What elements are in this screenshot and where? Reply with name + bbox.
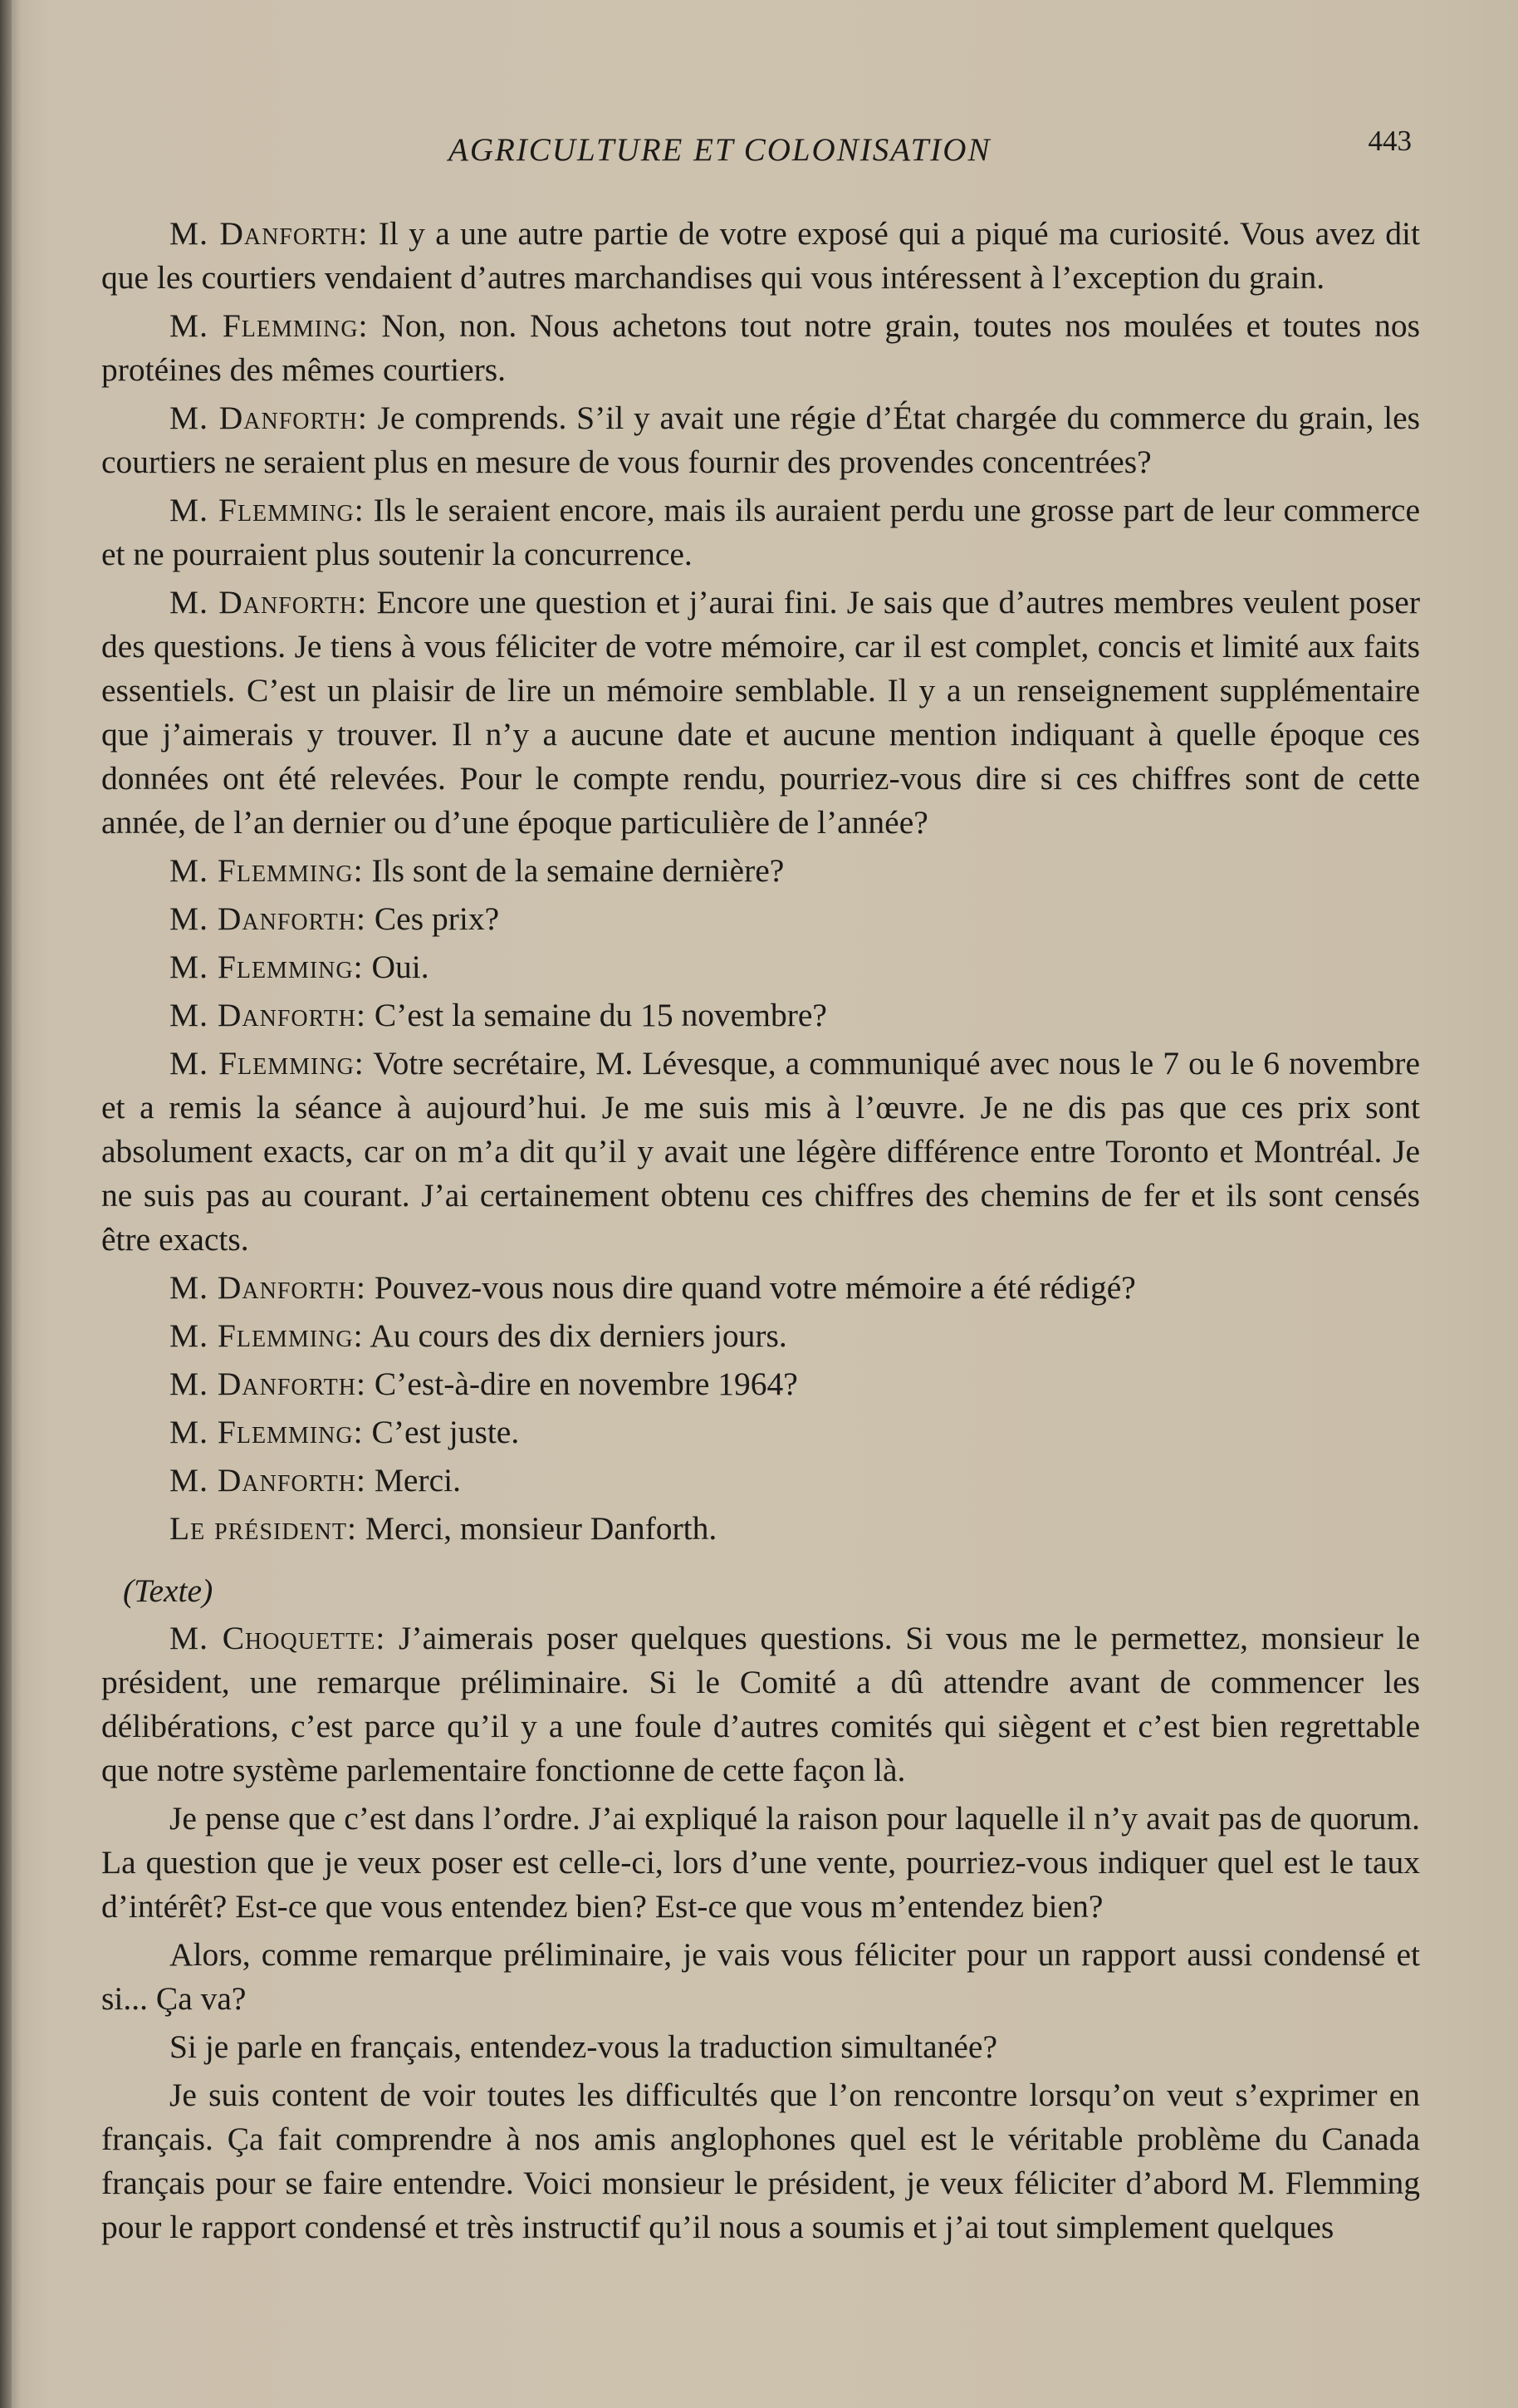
paragraph [101,945,1420,989]
speaker-name: M. Danforth: [169,997,366,1033]
section-label: (Texte) [123,1572,213,1609]
speaker-name: M. Flemming: [169,1045,365,1081]
paragraph [101,488,1420,576]
speaker-name: M. Flemming: [169,949,364,985]
paragraph-text: Encore une question et j’aurai fini. Je sais que d’autres membres veulent poser des questions. Je tiens à vous féliciter de votre mémoire, car il est complet, concis et limité aux faits essentiels. C’est un plaisir de lire un mémoire semblable. Il y a un renseignement supplémentaire que j’aimerais y trouver. Il n’y a aucune date et aucune mention indiquant à quelle époque ces données ont été relevées. Pour le compte rendu, pourriez-vous dire si ces chiffres sont de cette année, de l’an dernier ou d’une époque particulière de l’année? [101,584,1420,841]
paragraph [101,1797,1420,1929]
paragraph [101,212,1420,300]
paragraph-text: Je suis content de voir toutes les difficultés que l’on rencontre lorsqu’on veut s’exprimer en français. Ça fait comprendre à nos amis anglophones quel est le véritable problème du Canada français pour se faire entendre. Voici monsieur le président, je veux féliciter d’abord M. Flemming pour le rapport condensé et très instructif qu’il nous a soumis et j’ai tout simplement quelques [101,2077,1420,2245]
paragraph [101,849,1420,893]
paragraph-text: Ils sont de la semaine dernière? [363,852,785,889]
paragraph-text: Je comprends. S’il y avait une régie d’État chargée du commerce du grain, les courtiers ne seraient plus en mesure de vous fournir des provendes concentrées? [101,400,1420,480]
paragraph [101,1314,1420,1358]
speaker-name: M. Danforth: [169,215,369,252]
book-gutter [0,0,12,2408]
paragraph [101,1933,1420,2021]
paragraph-text: Ils le seraient encore, mais ils auraient perdu une grosse part de leur commerce et ne pourraient plus soutenir la concurrence. [101,492,1420,572]
paragraph-text: Non, non. Nous achetons tout notre grain, toutes nos moulées et toutes nos protéines des mêmes courtiers. [101,307,1420,388]
paragraph [101,1266,1420,1310]
page-number: 443 [1368,125,1412,157]
paragraph-text: Alors, comme remarque préliminaire, je vais vous féliciter pour un rapport aussi condensé et si... Ça va? [101,1936,1420,2017]
speaker-name: M. Flemming: [169,307,369,344]
paragraph-text: Votre secrétaire, M. Lévesque, a communiqué avec nous le 7 ou le 6 novembre et a remis la séance à aujourd’hui. Je me suis mis à l’œuvre. Je ne dis pas que ces prix sont absolument exacts, car on m’a dit qu’il y avait une légère différence entre Toronto et Montréal. Je ne suis pas au courant. J’ai certainement obtenu ces chiffres des chemins de fer et ils sont censés être exacts. [101,1045,1420,1258]
paragraph [101,993,1420,1037]
paragraph [101,396,1420,484]
paragraph-text: Merci, monsieur Danforth. [356,1510,717,1547]
paragraph [101,2073,1420,2249]
paragraph-text: C’est juste. [363,1414,520,1450]
running-title: AGRICULTURE ET COLONISATION [448,132,992,168]
paragraph [101,581,1420,845]
speaker-name: M. Flemming: [169,1414,364,1450]
paragraph-text: Il y a une autre partie de votre exposé qui a piqué ma curiosité. Vous avez dit que les courtiers vendaient d’autres marchandises qui vous intéressent à l’exception du grain. [101,215,1420,296]
paragraph [101,1616,1420,1793]
paragraph-text: C’est-à-dire en novembre 1964? [365,1366,798,1402]
speaker-name: M. Danforth: [169,1269,366,1306]
paragraph-text: Pouvez-vous nous dire quand votre mémoire a été rédigé? [365,1269,1136,1306]
paragraph-text: Ces prix? [365,900,500,937]
speaker-name: Le président: [169,1510,357,1547]
paragraph-text: Oui. [363,949,429,985]
speaker-name: M. Danforth: [169,584,368,620]
speaker-name: M. Flemming: [169,492,365,528]
paragraph [101,1507,1420,1551]
page-header [116,125,1412,174]
speaker-name: M. Danforth: [169,400,368,436]
speaker-name: M. Danforth: [169,1366,366,1402]
speaker-name: M. Choquette: [169,1620,386,1656]
paragraph [101,2025,1420,2069]
paragraph-text: J’aimerais poser quelques questions. Si vous me le permettez, monsieur le président, une remarque préliminaire. Si le Comité a dû attendre avant de commencer les délibérations, c’est parce qu’il y a une foule d’autres comités qui siègent et c’est bien regrettable que notre système parlementaire fonctionne de cette façon là. [101,1620,1420,1788]
page-body [101,212,1420,2254]
paragraph [101,1042,1420,1262]
paragraph [101,1362,1420,1406]
paragraph-text: Au cours des dix derniers jours. [363,1317,787,1354]
speaker-name: M. Danforth: [169,900,366,937]
paragraph-text: C’est la semaine du 15 novembre? [365,997,827,1033]
paragraph [101,1459,1420,1503]
paragraph-text: Merci. [365,1462,462,1498]
speaker-name: M. Danforth: [169,1462,366,1498]
paragraph [101,897,1420,941]
speaker-name: M. Flemming: [169,1317,364,1354]
paragraph [101,304,1420,392]
paragraph-text: Si je parle en français, entendez-vous la traduction simultanée? [169,2028,997,2065]
speaker-name: M. Flemming: [169,852,364,889]
paragraph-text: Je pense que c’est dans l’ordre. J’ai expliqué la raison pour laquelle il n’y avait pas de quorum. La question que je veux poser est celle-ci, lors d’une vente, pourriez-vous indiquer quel est le taux d’intérêt? Est-ce que vous entendez bien? Est-ce que vous m’entendez bien? [101,1800,1420,1925]
paragraph [101,1410,1420,1454]
